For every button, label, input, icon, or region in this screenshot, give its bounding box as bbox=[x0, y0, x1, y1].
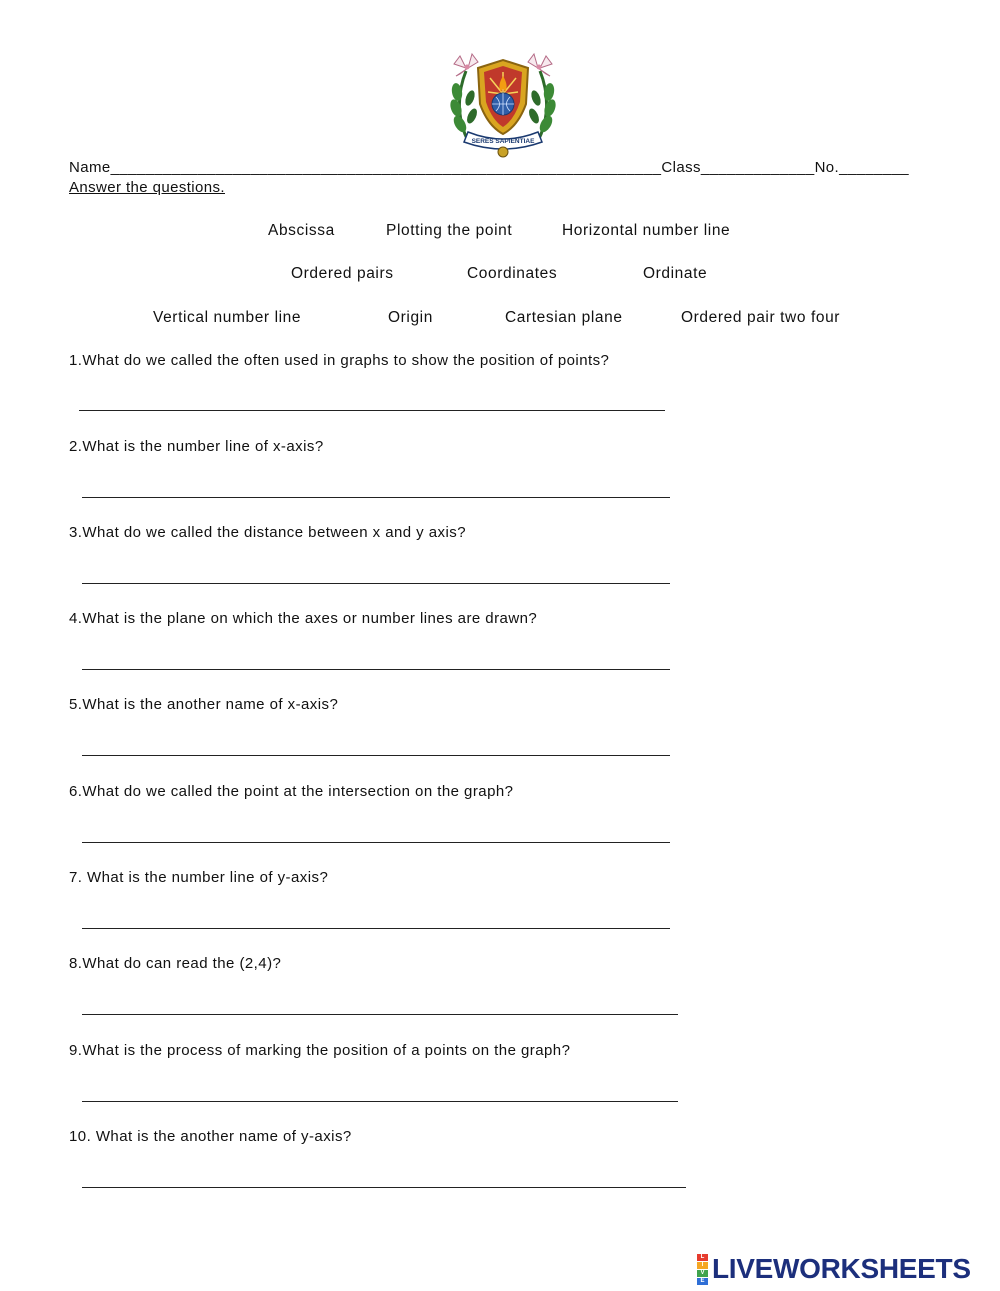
word-bank-item: Ordered pairs bbox=[291, 265, 394, 282]
brand-name: LIVEWORKSHEETS bbox=[712, 1253, 971, 1284]
number-label: No. bbox=[814, 159, 840, 176]
question-7: 7. What is the number line of y-axis? bbox=[69, 869, 329, 886]
liveworksheets-logo bbox=[697, 1254, 971, 1284]
answer-line-9[interactable] bbox=[82, 1101, 678, 1102]
question-3: 3.What do we called the distance between x and y axis? bbox=[69, 524, 467, 541]
answer-line-8[interactable] bbox=[82, 1014, 678, 1015]
word-bank-item: Cartesian plane bbox=[505, 309, 623, 326]
word-bank-item: Ordinate bbox=[643, 265, 708, 282]
answer-line-6[interactable] bbox=[82, 842, 670, 843]
question-9: 9.What is the process of marking the position of a points on the graph? bbox=[69, 1042, 571, 1059]
student-info-row bbox=[69, 159, 909, 176]
answer-line-2[interactable] bbox=[82, 497, 670, 498]
answer-line-7[interactable] bbox=[82, 928, 670, 929]
brand-block-v: V bbox=[697, 1270, 708, 1277]
class-label: Class bbox=[661, 159, 701, 176]
number-field[interactable]: ________ bbox=[839, 159, 910, 176]
word-bank-item: Plotting the point bbox=[386, 222, 513, 239]
word-bank-item: Coordinates bbox=[467, 265, 558, 282]
answer-line-1[interactable] bbox=[79, 410, 665, 411]
instruction bbox=[69, 179, 225, 196]
name-label: Name bbox=[69, 159, 111, 176]
question-6: 6.What do we called the point at the intersection on the graph? bbox=[69, 783, 514, 800]
question-8: 8.What do can read the (2,4)? bbox=[69, 955, 282, 972]
question-2: 2.What is the number line of x-axis? bbox=[69, 438, 324, 455]
word-bank-item: Ordered pair two four bbox=[681, 309, 841, 326]
brand-block-l: L bbox=[697, 1254, 708, 1261]
question-5: 5.What is the another name of x-axis? bbox=[69, 696, 339, 713]
word-bank-item: Vertical number line bbox=[153, 309, 302, 326]
brand-blocks-icon bbox=[697, 1254, 708, 1285]
word-bank-item: Origin bbox=[388, 309, 433, 326]
word-bank-item: Abscissa bbox=[268, 222, 335, 239]
word-bank-item: Horizontal number line bbox=[562, 222, 731, 239]
instruction-text: Answer the questions. bbox=[69, 179, 225, 196]
answer-line-4[interactable] bbox=[82, 669, 670, 670]
crest-motto: SERES SAPIENTIAE bbox=[471, 138, 535, 145]
class-field[interactable]: _____________ bbox=[700, 159, 815, 176]
answer-line-5[interactable] bbox=[82, 755, 670, 756]
question-10: 10. What is the another name of y-axis? bbox=[69, 1128, 352, 1145]
brand-block-i: I bbox=[697, 1262, 708, 1269]
question-4: 4.What is the plane on which the axes or number lines are drawn? bbox=[69, 610, 538, 627]
school-crest-logo bbox=[438, 46, 568, 158]
answer-line-10[interactable] bbox=[82, 1187, 686, 1188]
name-field[interactable]: _______________________________________________________________ bbox=[110, 159, 662, 176]
brand-block-e: E bbox=[697, 1278, 708, 1285]
question-1: 1.What do we called the often used in graphs to show the position of points? bbox=[69, 352, 610, 369]
answer-line-3[interactable] bbox=[82, 583, 670, 584]
